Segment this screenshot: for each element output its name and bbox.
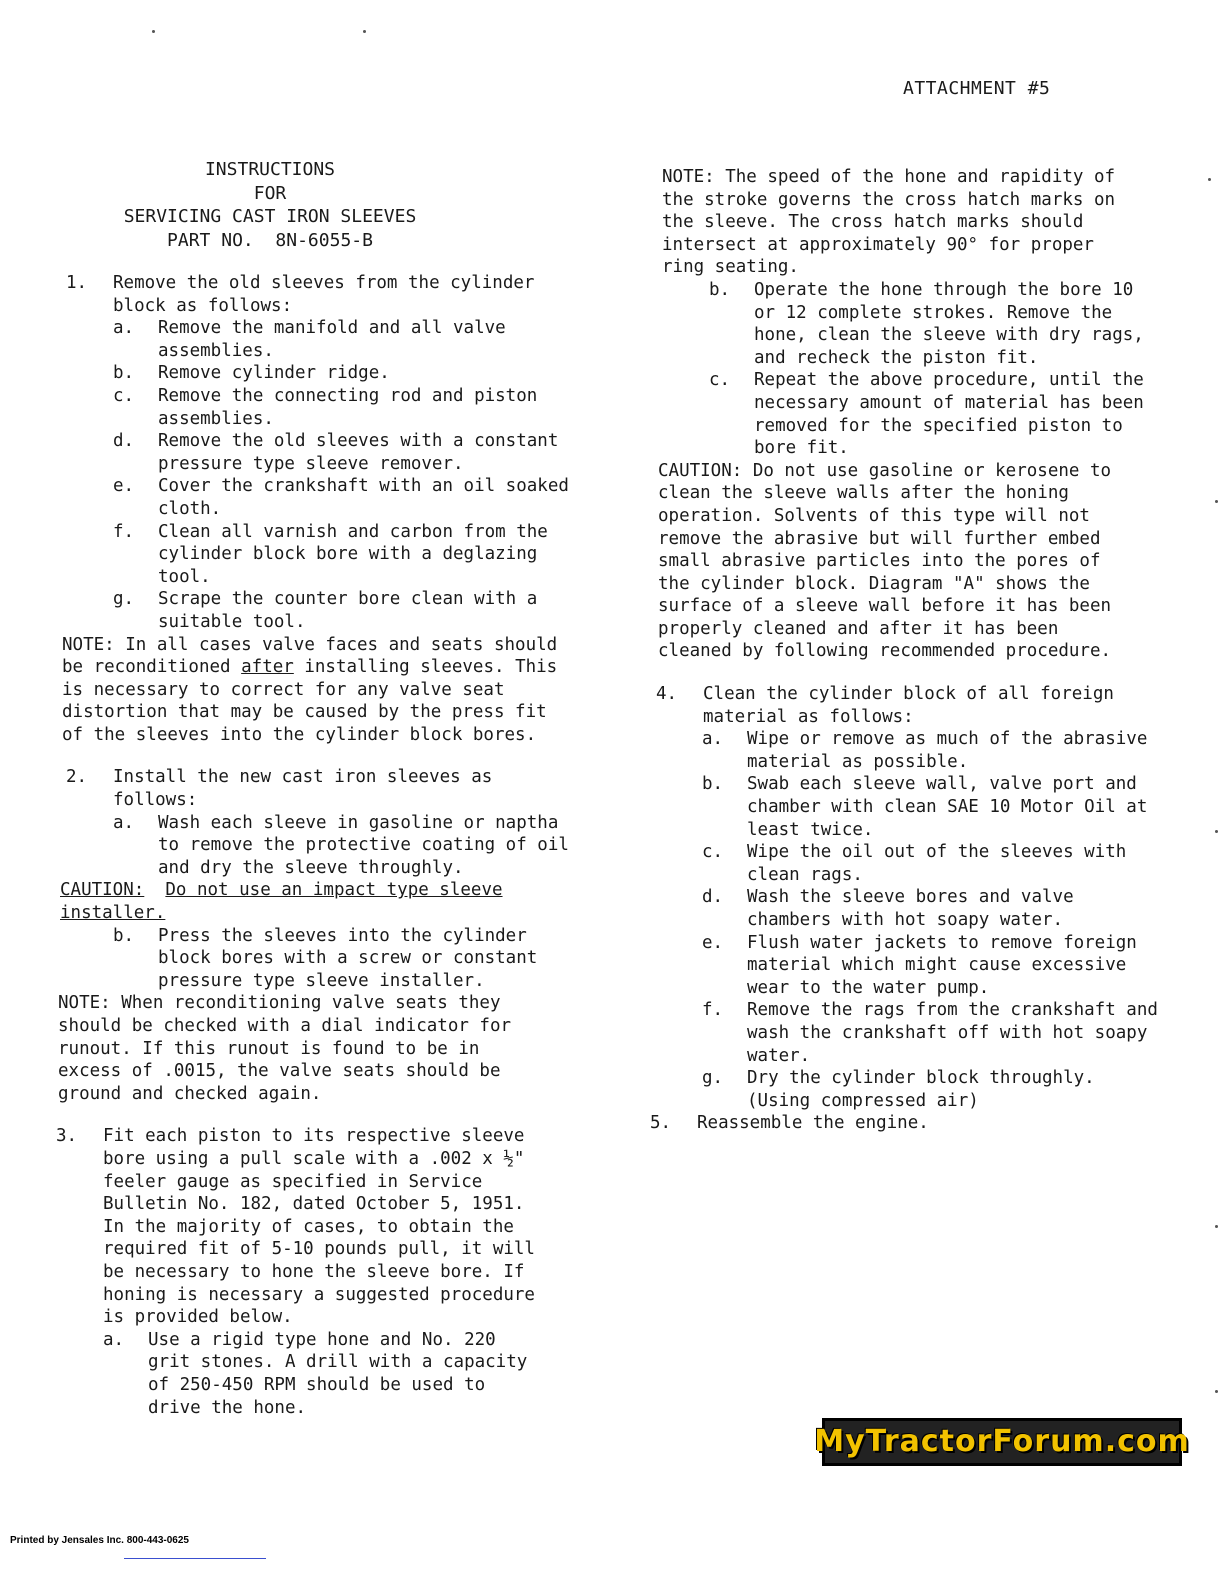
- right-column: [650, 166, 1162, 1135]
- step-1a-letter: a.: [113, 318, 135, 339]
- step-1a-text: Remove the manifold and all valve assemblies.: [158, 318, 506, 361]
- step-1c-letter: c.: [113, 385, 135, 406]
- step-4b-text: Swab each sleeve wall, valve port and chamber with clean SAE 10 Motor Oil at least twice.: [747, 774, 1148, 840]
- step-3c-letter: c.: [709, 370, 731, 391]
- printed-by-footer: Printed by Jensales Inc. 800-443-0625: [10, 1535, 189, 1546]
- step-4b-letter: b.: [702, 774, 724, 795]
- step-3a: [103, 1329, 576, 1419]
- scan-speck: [1215, 500, 1218, 503]
- step-1f: [113, 521, 576, 589]
- step-4f-text: Remove the rags from the crankshaft and wash the crankshaft off with hot soapy water.: [747, 1000, 1158, 1066]
- step-5: [650, 1112, 1162, 1135]
- step-4d-text: Wash the sleeve bores and valve chambers with hot soapy water.: [747, 887, 1074, 930]
- step-1d: [113, 430, 576, 475]
- step-2a-letter: a.: [113, 812, 135, 833]
- step-4g-letter: g.: [702, 1068, 724, 1089]
- caution-text: Do not use an impact type sleeve installer.: [60, 880, 503, 924]
- step-4: [656, 683, 1162, 728]
- mytractorforum-logo: MyTractorForum.com: [822, 1418, 1182, 1466]
- step-4e-text: Flush water jackets to remove foreign material which might cause excessive wear to the water pump.: [747, 932, 1137, 998]
- step-4f: [702, 999, 1162, 1067]
- step-2b-text: Press the sleeves into the cylinder block bores with a screw or constant pressure type sleeve installer.: [158, 925, 538, 991]
- solvent-caution: CAUTION: Do not use gasoline or kerosene to clean the sleeve walls after the honing operation. Solvents of this type will not remove the abrasive but will further embed small abrasive particles into the pores of the cylinder block. Diagram "A" shows the surface of a sleeve wall before it has been properly cleaned and after it has been cleaned by following recommended procedure.: [658, 460, 1112, 662]
- step-2-note: NOTE: When reconditioning valve seats they should be checked with a dial indicator for runout. If this runout is found to be in excess of .0015, the valve seats should be ground and checked again.: [58, 993, 512, 1104]
- step-2-caution: [60, 879, 576, 924]
- step-2b: [113, 925, 576, 993]
- step-1-number: 1.: [66, 273, 88, 293]
- scan-speck: [152, 30, 155, 33]
- step-4b: [702, 773, 1162, 841]
- step-4c: [702, 841, 1162, 886]
- step-3b-text: Operate the hone through the bore 10 or 12 complete strokes. Remove the hone, clean the sleeve with dry rags, and recheck the piston fit.: [754, 279, 1144, 368]
- step-2b-letter: b.: [113, 925, 135, 946]
- step-4g-text: Dry the cylinder block throughly. (Using compressed air): [747, 1068, 1095, 1111]
- step-1d-text: Remove the old sleeves with a constant pressure type sleeve remover.: [158, 431, 559, 474]
- step-1f-letter: f.: [113, 521, 135, 542]
- attachment-label: ATTACHMENT #5: [903, 78, 1051, 99]
- step-4f-letter: f.: [702, 1000, 724, 1021]
- step-3b-letter: b.: [709, 279, 731, 300]
- step-1g-text: Scrape the counter bore clean with a suitable tool.: [158, 589, 538, 632]
- step-4d: [702, 886, 1162, 931]
- step-1c-text: Remove the connecting rod and piston assemblies.: [158, 385, 538, 429]
- step-4c-letter: c.: [702, 842, 724, 863]
- step-5-text: Reassemble the engine.: [697, 1113, 929, 1134]
- caution-label: CAUTION:: [60, 880, 145, 901]
- step-1b: [113, 362, 576, 385]
- step-1-note-emphasis: after: [241, 657, 294, 678]
- step-1e-text: Cover the crankshaft with an oil soaked cloth.: [158, 476, 569, 519]
- step-3a-letter: a.: [103, 1329, 125, 1350]
- step-1d-letter: d.: [113, 431, 135, 452]
- left-column: [56, 272, 576, 1419]
- step-3c: [709, 369, 1162, 459]
- step-1a: [113, 317, 576, 362]
- title-line-3: SERVICING CAST IRON SLEEVES: [123, 206, 417, 227]
- step-5-number: 5.: [650, 1113, 672, 1134]
- step-1g: [113, 588, 576, 633]
- step-2: [66, 766, 576, 811]
- step-1-note-part-b: installing sleeves. This is necessary to correct for any valve seat distortion that may be caused by the press fit of the sleeves into the cylinder block bores.: [62, 657, 558, 745]
- step-2-number: 2.: [66, 767, 88, 788]
- step-4e-letter: e.: [702, 932, 724, 953]
- step-4-number: 4.: [656, 684, 678, 705]
- step-4c-text: Wipe the oil out of the sleeves with clean rags.: [747, 842, 1127, 885]
- step-1-note: [62, 634, 576, 747]
- step-1f-text: Clean all varnish and carbon from the cylinder block bore with a deglazing tool.: [158, 521, 548, 587]
- step-3-number: 3.: [56, 1126, 78, 1147]
- scan-speck: [1215, 1390, 1218, 1393]
- step-4g: [702, 1067, 1162, 1112]
- step-1-text: Remove the old sleeves from the cylinder block as follows:: [113, 273, 535, 316]
- step-4-text: Clean the cylinder block of all foreign material as follows:: [703, 684, 1114, 727]
- scan-speck: [1208, 178, 1211, 181]
- footer-rule: [124, 1558, 266, 1559]
- step-1e: [113, 475, 576, 520]
- step-3-text: Fit each piston to its respective sleeve bore using a pull scale with a .002 x ½" feeler gauge as specified in Service Bulletin No. 182, dated October 5, 1951. In the majority of cases, to obtain the required fit of 5-10 pounds pull, it will be necessary to hone the sleeve bore. If honing is necessary a suggested procedure is provided below.: [103, 1126, 535, 1328]
- title-line-1: INSTRUCTIONS: [204, 159, 336, 180]
- step-1-note-part-a: NOTE: In all cases valve faces and seats should be reconditioned: [62, 634, 558, 678]
- step-4a: [702, 728, 1162, 773]
- step-1e-letter: e.: [113, 476, 135, 497]
- step-3b: [709, 279, 1162, 369]
- step-4a-letter: a.: [702, 729, 724, 750]
- step-1b-text: Remove cylinder ridge.: [158, 363, 390, 384]
- step-3a-text: Use a rigid type hone and No. 220 grit stones. A drill with a capacity of 250-450 RPM should be used to drive the hone.: [148, 1329, 528, 1418]
- title-line-4: PART NO. 8N-6055-B: [167, 229, 373, 251]
- honing-note: NOTE: The speed of the hone and rapidity of the stroke governs the cross hatch marks on the sleeve. The cross hatch marks should intersect at approximately 90° for proper ring seating.: [662, 167, 1116, 278]
- step-4d-letter: d.: [702, 887, 724, 908]
- scan-speck: [363, 30, 366, 33]
- scan-speck: [1215, 830, 1218, 833]
- step-4a-text: Wipe or remove as much of the abrasive material as possible.: [747, 729, 1148, 772]
- step-1g-letter: g.: [113, 589, 135, 610]
- document-title: [80, 158, 460, 252]
- scan-speck: [1215, 1225, 1218, 1228]
- step-4e: [702, 932, 1162, 1000]
- step-1: [66, 272, 576, 317]
- step-2-text: Install the new cast iron sleeves as follows:: [113, 767, 493, 811]
- title-line-2: FOR: [253, 182, 287, 204]
- step-2a-text: Wash each sleeve in gasoline or naptha to remove the protective coating of oil and dry the sleeve throughly.: [158, 812, 569, 878]
- step-2a: [113, 812, 576, 880]
- step-1c: [113, 385, 576, 430]
- step-1b-letter: b.: [113, 363, 135, 384]
- step-3c-text: Repeat the above procedure, until the necessary amount of material has been removed for the specified piston to bore fit.: [754, 370, 1144, 459]
- step-3: [56, 1125, 576, 1328]
